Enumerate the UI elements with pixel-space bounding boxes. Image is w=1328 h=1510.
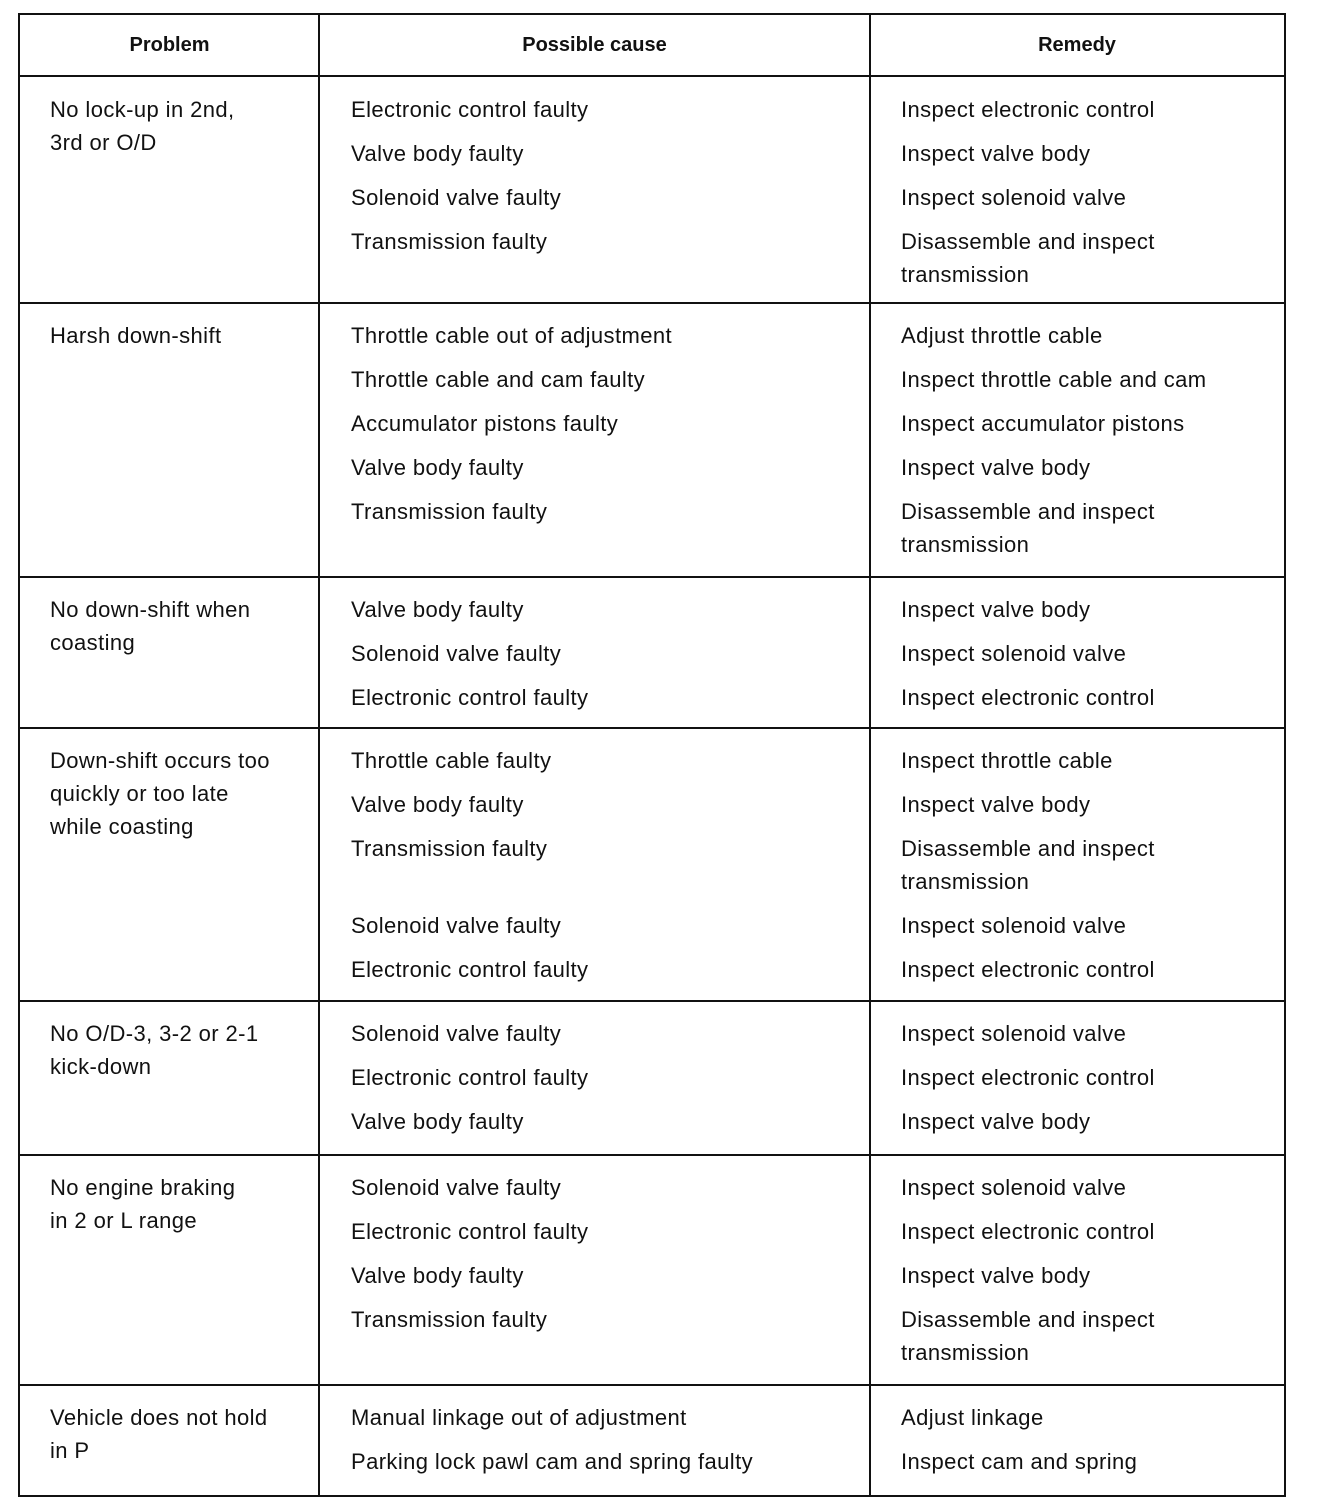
possible-cause-text: Solenoid valve faulty [351, 1021, 562, 1046]
remedy-text: Inspect solenoid valve [901, 913, 1127, 938]
row-divider [20, 576, 1284, 578]
remedy-text: Inspect electronic control [901, 957, 1155, 982]
remedy-text: transmission [901, 1340, 1030, 1365]
possible-cause-text: Valve body faulty [351, 141, 524, 166]
remedy-text: Inspect valve body [901, 141, 1091, 166]
possible-cause-text: Transmission faulty [351, 229, 548, 254]
remedy-text: Inspect throttle cable and cam [901, 367, 1207, 392]
possible-cause-text: Throttle cable out of adjustment [351, 323, 672, 348]
problem-text: No engine braking [50, 1175, 236, 1200]
possible-cause-text: Valve body faulty [351, 792, 524, 817]
row-divider [20, 302, 1284, 304]
problem-text: No O/D-3, 3-2 or 2-1 [50, 1021, 259, 1046]
header-remedy: Remedy [870, 15, 1284, 77]
remedy-text: Inspect electronic control [901, 685, 1155, 710]
row-divider [20, 1384, 1284, 1386]
possible-cause-text: Solenoid valve faulty [351, 1175, 562, 1200]
remedy-text: Disassemble and inspect [901, 1307, 1155, 1332]
problem-text: in P [50, 1438, 90, 1463]
remedy-text: Adjust linkage [901, 1405, 1044, 1430]
troubleshooting-table [18, 13, 1286, 1497]
remedy-text: transmission [901, 869, 1030, 894]
remedy-text: Inspect valve body [901, 1263, 1091, 1288]
possible-cause-text: Transmission faulty [351, 1307, 548, 1332]
remedy-text: Disassemble and inspect [901, 499, 1155, 524]
remedy-text: Inspect valve body [901, 1109, 1091, 1134]
possible-cause-text: Electronic control faulty [351, 957, 589, 982]
remedy-text: Disassemble and inspect [901, 229, 1155, 254]
row-divider [20, 1000, 1284, 1002]
row-divider [20, 1154, 1284, 1156]
remedy-text: Inspect accumulator pistons [901, 411, 1185, 436]
remedy-text: Adjust throttle cable [901, 323, 1103, 348]
possible-cause-text: Electronic control faulty [351, 97, 589, 122]
possible-cause-text: Valve body faulty [351, 1109, 524, 1134]
problem-text: while coasting [50, 814, 194, 839]
problem-text: 3rd or O/D [50, 130, 157, 155]
possible-cause-text: Solenoid valve faulty [351, 641, 562, 666]
remedy-text: Inspect valve body [901, 597, 1091, 622]
remedy-text: Inspect electronic control [901, 1219, 1155, 1244]
column-divider [869, 15, 871, 1495]
remedy-text: Inspect cam and spring [901, 1449, 1138, 1474]
problem-text: Harsh down-shift [50, 323, 222, 348]
remedy-text: Inspect solenoid valve [901, 1021, 1127, 1046]
remedy-text: Disassemble and inspect [901, 836, 1155, 861]
remedy-text: Inspect solenoid valve [901, 641, 1127, 666]
possible-cause-text: Parking lock pawl cam and spring faulty [351, 1449, 754, 1474]
problem-text: coasting [50, 630, 136, 655]
possible-cause-text: Throttle cable faulty [351, 748, 552, 773]
possible-cause-text: Electronic control faulty [351, 1219, 589, 1244]
possible-cause-text: Manual linkage out of adjustment [351, 1405, 687, 1430]
problem-text: Vehicle does not hold [50, 1405, 268, 1430]
problem-text: Down-shift occurs too [50, 748, 270, 773]
column-divider [318, 15, 320, 1495]
problem-text: No down-shift when [50, 597, 251, 622]
remedy-text: Inspect throttle cable [901, 748, 1113, 773]
remedy-text: Inspect electronic control [901, 97, 1155, 122]
possible-cause-text: Electronic control faulty [351, 1065, 589, 1090]
possible-cause-text: Transmission faulty [351, 499, 548, 524]
remedy-text: Inspect solenoid valve [901, 185, 1127, 210]
possible-cause-text: Valve body faulty [351, 455, 524, 480]
problem-text: in 2 or L range [50, 1208, 198, 1233]
possible-cause-text: Solenoid valve faulty [351, 913, 562, 938]
remedy-text: Inspect valve body [901, 455, 1091, 480]
remedy-text: transmission [901, 532, 1030, 557]
remedy-text: Inspect electronic control [901, 1065, 1155, 1090]
problem-text: kick-down [50, 1054, 152, 1079]
possible-cause-text: Transmission faulty [351, 836, 548, 861]
header-problem: Problem [20, 15, 319, 77]
possible-cause-text: Solenoid valve faulty [351, 185, 562, 210]
possible-cause-text: Throttle cable and cam faulty [351, 367, 646, 392]
possible-cause-text: Valve body faulty [351, 1263, 524, 1288]
remedy-text: transmission [901, 262, 1030, 287]
problem-text: quickly or too late [50, 781, 229, 806]
possible-cause-text: Electronic control faulty [351, 685, 589, 710]
remedy-text: Inspect solenoid valve [901, 1175, 1127, 1200]
header-possible-cause: Possible cause [319, 15, 870, 77]
row-divider [20, 727, 1284, 729]
problem-text: No lock-up in 2nd, [50, 97, 235, 122]
possible-cause-text: Accumulator pistons faulty [351, 411, 619, 436]
possible-cause-text: Valve body faulty [351, 597, 524, 622]
remedy-text: Inspect valve body [901, 792, 1091, 817]
